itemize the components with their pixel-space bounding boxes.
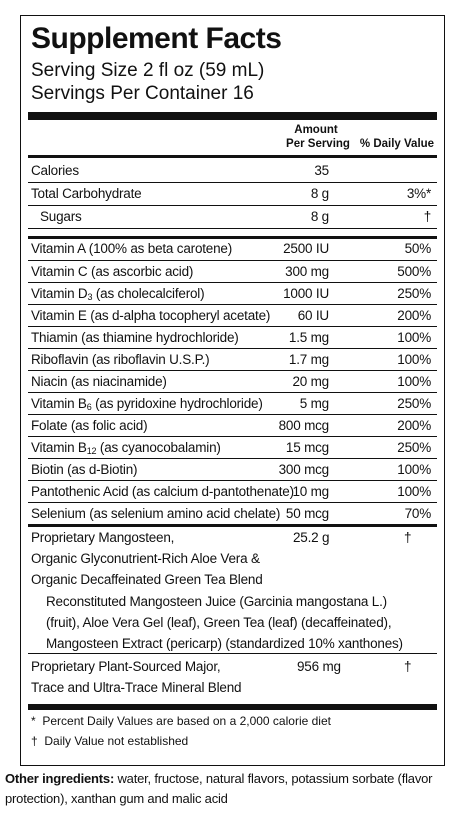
nutrient-daily-value: † bbox=[423, 209, 431, 224]
row-divider bbox=[28, 458, 437, 459]
nutrient-name-subscript: 6 bbox=[86, 402, 92, 412]
nutrient-amount: 15 mcg bbox=[285, 440, 329, 455]
nutrient-row bbox=[28, 481, 437, 503]
nutrient-daily-value: 250% bbox=[397, 396, 431, 411]
nutrient-name-source: (as cholecalciferol) bbox=[92, 286, 205, 301]
nutrient-row bbox=[28, 349, 437, 371]
nutrient-row bbox=[28, 160, 437, 182]
nutrient-name: Riboflavin (as riboflavin U.S.P.) bbox=[31, 352, 210, 367]
nutrient-daily-value: 200% bbox=[397, 308, 431, 323]
nutrient-amount: 60 IU bbox=[297, 308, 329, 323]
header-divider bbox=[28, 155, 437, 158]
nutrient-name-source: (as cyanocobalamin) bbox=[96, 440, 221, 455]
nutrient-name-source: (as pyridoxine hydrochloride) bbox=[91, 396, 263, 411]
blend1-detail-1: Reconstituted Mangosteen Juice (Garcinia mangostana L.) bbox=[46, 594, 387, 609]
nutrient-name: Total Carbohydrate bbox=[31, 186, 142, 201]
nutrient-amount: 35 bbox=[314, 163, 329, 178]
blend1-detail bbox=[46, 591, 403, 654]
footnote-1-mark: * bbox=[31, 714, 36, 728]
footnote-1-text: Percent Daily Values are based on a 2,000 calorie diet bbox=[42, 714, 331, 728]
footnote-2-mark: † bbox=[31, 734, 38, 748]
nutrient-amount: 1.5 mg bbox=[288, 330, 329, 345]
blend2-name bbox=[31, 656, 241, 698]
nutrient-name-subscript: 12 bbox=[86, 446, 97, 456]
row-divider bbox=[28, 653, 437, 654]
nutrient-name bbox=[31, 283, 204, 305]
row-divider bbox=[28, 524, 437, 527]
nutrient-row bbox=[28, 415, 437, 437]
nutrient-amount: 1.7 mg bbox=[288, 352, 329, 367]
daily-value-header: % Daily Value bbox=[359, 138, 435, 150]
nutrient-daily-value: 100% bbox=[397, 462, 431, 477]
row-divider bbox=[28, 205, 437, 206]
nutrient-daily-value: 100% bbox=[397, 352, 431, 367]
thick-divider-bottom bbox=[28, 704, 437, 710]
blend1-name bbox=[31, 527, 263, 590]
blend2-line2: Trace and Ultra-Trace Mineral Blend bbox=[31, 680, 242, 695]
row-divider bbox=[28, 392, 437, 393]
blend1-dv: † bbox=[404, 530, 412, 545]
footnote-1 bbox=[31, 712, 331, 730]
nutrient-name-base: Vitamin B bbox=[31, 440, 87, 455]
blend2-line1: Proprietary Plant-Sourced Major, bbox=[31, 659, 221, 674]
nutrient-name bbox=[31, 393, 263, 415]
blend1-detail-3: Mangosteen Extract (pericarp) (standardized 10% xanthones) bbox=[46, 636, 403, 651]
nutrient-daily-value: 250% bbox=[397, 440, 431, 455]
thick-divider bbox=[28, 112, 437, 120]
nutrient-amount: 10 mg bbox=[292, 484, 329, 499]
row-divider bbox=[28, 370, 437, 371]
nutrient-amount: 8 g bbox=[310, 186, 329, 201]
panel-title: Supplement Facts bbox=[31, 22, 282, 55]
other-ingredients-text: water, fructose, natural flavors, potassium sorbate (flavor protection), xanthan gum and malic acid bbox=[5, 771, 433, 806]
nutrient-row bbox=[28, 305, 437, 327]
row-divider bbox=[28, 348, 437, 349]
row-divider bbox=[28, 480, 437, 481]
row-divider bbox=[28, 414, 437, 415]
nutrient-name-base: Vitamin D bbox=[31, 286, 88, 301]
nutrient-name: Niacin (as niacinamide) bbox=[31, 374, 167, 389]
nutrient-amount: 300 mg bbox=[285, 264, 329, 279]
nutrient-amount: 300 mcg bbox=[278, 462, 329, 477]
nutrient-name: Vitamin C (as ascorbic acid) bbox=[31, 264, 194, 279]
servings-per-container: Servings Per Container 16 bbox=[31, 83, 254, 104]
nutrient-name-subscript: 3 bbox=[87, 292, 93, 302]
nutrient-amount: 50 mcg bbox=[285, 506, 329, 521]
nutrient-row bbox=[28, 283, 437, 305]
nutrient-row bbox=[28, 238, 437, 260]
nutrient-row bbox=[28, 327, 437, 349]
nutrient-amount: 800 mcg bbox=[278, 418, 329, 433]
row-divider bbox=[28, 436, 437, 437]
nutrient-daily-value: 3%* bbox=[406, 186, 431, 201]
nutrient-name: Sugars bbox=[40, 209, 82, 224]
row-divider bbox=[28, 326, 437, 327]
nutrient-daily-value: 100% bbox=[397, 330, 431, 345]
row-divider bbox=[28, 282, 437, 283]
other-ingredients bbox=[5, 769, 467, 809]
nutrient-amount: 20 mg bbox=[292, 374, 329, 389]
nutrient-row bbox=[28, 437, 437, 459]
nutrient-name: Vitamin E (as d-alpha tocopheryl acetate) bbox=[31, 308, 271, 323]
nutrient-daily-value: 500% bbox=[397, 264, 431, 279]
nutrient-row bbox=[28, 183, 437, 205]
nutrient-name: Folate (as folic acid) bbox=[31, 418, 148, 433]
blend1-line3: Organic Decaffeinated Green Tea Blend bbox=[31, 572, 263, 587]
nutrient-row bbox=[28, 206, 437, 228]
nutrient-daily-value: 100% bbox=[397, 374, 431, 389]
nutrient-amount: 8 g bbox=[310, 209, 329, 224]
blend1-detail-2: (fruit), Aloe Vera Gel (leaf), Green Tea (leaf) (decaffeinated), bbox=[46, 615, 392, 630]
nutrient-amount: 5 mg bbox=[299, 396, 329, 411]
nutrient-row bbox=[28, 503, 437, 525]
supplement-facts-panel bbox=[20, 15, 445, 766]
blend2-amount: 956 mg bbox=[297, 659, 341, 674]
blend1-amount: 25.2 g bbox=[293, 530, 330, 545]
row-divider bbox=[28, 260, 437, 261]
nutrient-amount: 2500 IU bbox=[283, 241, 329, 256]
row-divider bbox=[28, 228, 437, 229]
nutrient-daily-value: 250% bbox=[397, 286, 431, 301]
footnote-2 bbox=[31, 732, 188, 750]
nutrient-name: Selenium (as selenium amino acid chelate) bbox=[31, 506, 281, 521]
nutrient-name-base: Vitamin B bbox=[31, 396, 87, 411]
nutrient-name: Pantothenic Acid (as calcium d-pantothenate) bbox=[31, 484, 294, 499]
nutrient-daily-value: 70% bbox=[404, 506, 431, 521]
nutrient-daily-value: 100% bbox=[397, 484, 431, 499]
nutrient-daily-value: 50% bbox=[404, 241, 431, 256]
serving-size: Serving Size 2 fl oz (59 mL) bbox=[31, 60, 265, 81]
blend1-line2: Organic Glyconutrient-Rich Aloe Vera & bbox=[31, 551, 260, 566]
nutrient-row bbox=[28, 261, 437, 283]
other-ingredients-label: Other ingredients: bbox=[5, 771, 115, 786]
nutrient-daily-value: 200% bbox=[397, 418, 431, 433]
row-divider bbox=[28, 182, 437, 183]
nutrient-name: Thiamin (as thiamine hydrochloride) bbox=[31, 330, 239, 345]
row-divider bbox=[28, 502, 437, 503]
row-divider bbox=[28, 304, 437, 305]
amount-header-1: Amount bbox=[294, 124, 338, 136]
amount-header-2: Per Serving bbox=[286, 138, 350, 150]
blend1-line1: Proprietary Mangosteen, bbox=[31, 530, 175, 545]
nutrient-name: Vitamin A (100% as beta carotene) bbox=[31, 241, 233, 256]
nutrient-row bbox=[28, 371, 437, 393]
nutrient-row bbox=[28, 393, 437, 415]
row-divider bbox=[28, 236, 437, 239]
footnote-2-text: Daily Value not established bbox=[44, 734, 189, 748]
nutrient-name bbox=[31, 437, 221, 459]
nutrient-name: Calories bbox=[31, 163, 79, 178]
nutrient-amount: 1000 IU bbox=[283, 286, 329, 301]
blend2-dv: † bbox=[404, 659, 412, 674]
nutrient-row bbox=[28, 459, 437, 481]
nutrient-name: Biotin (as d-Biotin) bbox=[31, 462, 138, 477]
